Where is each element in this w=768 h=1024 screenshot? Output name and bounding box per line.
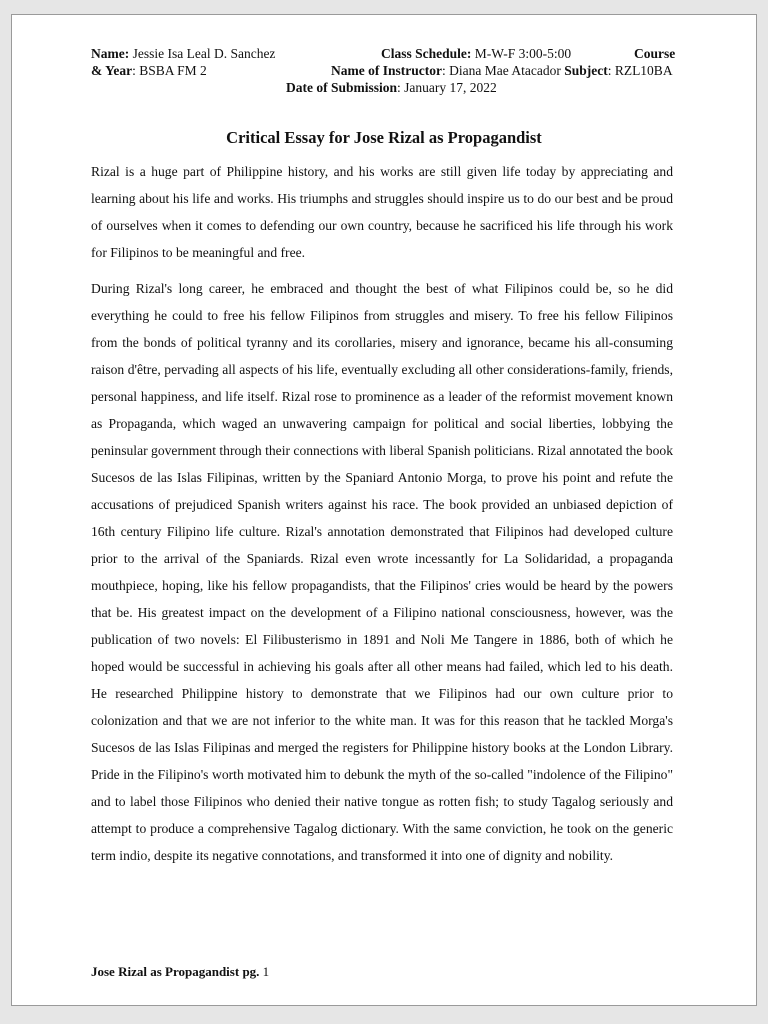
course-year: & Year: BSBA FM 2 — [91, 63, 207, 78]
header-block — [91, 45, 676, 96]
paragraph: Rizal is a huge part of Philippine history, and his works are still given life today by appreciating and learning about his life and works. His triumphs and struggles should inspire us to do our best and be proud of ourselves when it comes to defending our own country, because he sacrificed his life through his work for Filipinos to be meaningful and free. — [91, 164, 673, 260]
page-footer — [91, 964, 269, 980]
student-name: Name: Jessie Isa Leal D. Sanchez — [91, 46, 276, 61]
document-page — [11, 14, 757, 1006]
class-schedule: Class Schedule: M-W-F 3:00-5:00 — [381, 46, 572, 61]
footer-pg-label: pg. — [242, 964, 260, 979]
header-line-3 — [91, 79, 671, 96]
course-label: Course — [634, 46, 676, 61]
header-line-2 — [91, 62, 671, 79]
instructor-subject: Name of Instructor: Diana Mae Atacador Subject: RZL10BA — [331, 63, 673, 78]
header-line-1 — [91, 45, 676, 62]
submission-date: Date of Submission: January 17, 2022 — [286, 80, 497, 95]
essay-body — [91, 158, 673, 878]
essay-title: Critical Essay for Jose Rizal as Propagandist — [226, 128, 542, 147]
page-number: 1 — [259, 964, 270, 979]
paragraph: During Rizal's long career, he embraced and thought the best of what Filipinos could be, so he did everything he could to free his fellow Filipinos from struggles and misery. To free his fellow Filipinos from the bonds of political tyranny and its corollaries, misery and ignorance, became his all-consuming raison d'être, pervading all aspects of his life, eventually excluding all other considerations-family, friends, personal happiness, and life itself. Rizal rose to prominence as a leader of the reformist movement known as Propaganda, which waged an unwavering campaign for political and social liberties, lobbying the peninsular government through their connections with liberal Spanish politicians. Rizal annotated the book Sucesos de las Islas Filipinas, written by the Spaniard Antonio Morga, to prove his point and refute the accusations of prejudiced Spanish writers against his race. The book provided an unbiased depiction of 16th century Filipino life culture. Rizal's annotation demonstrated that Filipinos had developed culture prior to the arrival of the Spaniards. Rizal even wrote incessantly for La Solidaridad, a propaganda mouthpiece, hoping, like his fellow propagandists, that the Filipinos' cries would be heard by the powers that be. His greatest impact on the development of a Filipino national consciousness, however, was the publication of two novels: El Filibusterismo in 1891 and Noli Me Tangere in 1886, both of which he hoped would be successful in achieving his goals after all other means had failed, which led to his death. He researched Philippine history to demonstrate that we Filipinos had our own culture prior to colonization and that we are not inferior to the white man. It was for this reason that he tackled Morga's Sucesos de las Islas Filipinas and merged the registers for Philippine history books at the London Library. Pride in the Filipino's worth motivated him to debunk the myth of the so-called "indolence of the Filipino" and to label those Filipinos who denied their native tongue as rotten fish; to study Tagalog seriously and attempt to produce a comprehensive Tagalog dictionary. With the same conviction, he took on the generic term indio, despite its negative connotations, and transformed it into one of dignity and nobility. — [91, 281, 673, 863]
footer-title: Jose Rizal as Propagandist — [91, 964, 240, 979]
